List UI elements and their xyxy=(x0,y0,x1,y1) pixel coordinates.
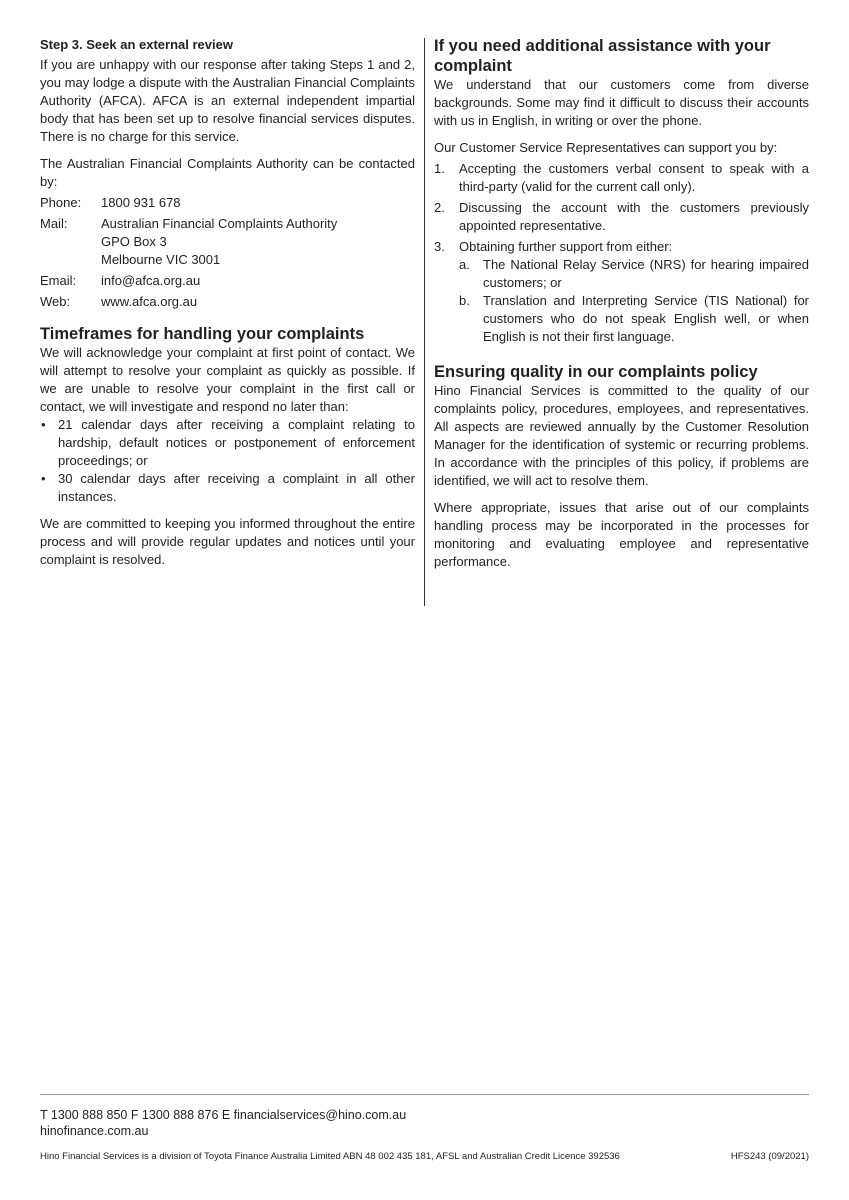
list-item: • 21 calendar days after receiving a complaint relating to hardship, default notices or postponement of enforcement proceedings; or xyxy=(40,416,415,470)
mail-label: Mail: xyxy=(40,216,68,231)
list-item-text: Discussing the account with the customers previously appointed representative. xyxy=(459,200,809,233)
mail-line-3: Melbourne VIC 3001 xyxy=(101,252,221,267)
list-item xyxy=(459,292,809,346)
list-marker: 2. xyxy=(434,200,445,215)
list-item-text: Accepting the customers verbal consent to speak with a third-party (valid for the current call only). xyxy=(459,161,809,194)
document-code: HFS243 (09/2021) xyxy=(730,1151,809,1162)
list-item xyxy=(459,256,809,292)
informed-text: We are committed to keeping you informed throughout the entire process and will provide regular updates and notices until your complaint is resolved. xyxy=(40,516,415,567)
mail-line-2: GPO Box 3 xyxy=(101,234,167,249)
assistance-text: We understand that our customers come from diverse backgrounds. Some may find it difficult to discuss their accounts with us in English, in writing or over the phone. xyxy=(434,77,809,128)
list-item-text: Obtaining further support from either: xyxy=(459,239,673,254)
mail-line-1: Australian Financial Complaints Authority xyxy=(101,216,338,231)
support-list xyxy=(434,160,809,346)
afca-contact-intro: The Australian Financial Complaints Authority can be contacted by: xyxy=(40,156,415,189)
web-label: Web: xyxy=(40,294,71,309)
quality-text: Hino Financial Services is committed to the quality of our complaints policy, procedures, employees, and representatives. All aspects are reviewed annually by the Customer Resolution Manager for the identification of systemic or recurring problems. In accordance with the principles of this policy, if problems are identified, we will act to resolve them. xyxy=(434,383,809,488)
list-marker: b. xyxy=(459,293,470,308)
step3-text: If you are unhappy with our response after taking Steps 1 and 2, you may lodge a dispute with the Australian Financial Complaints Authority (AFCA). AFCA is an external independent impartial body that has been set up to resolve financial services disputes. There is no charge for this service. xyxy=(40,57,415,144)
list-item xyxy=(434,238,809,346)
support-sublist xyxy=(459,256,809,346)
footer-website[interactable]: hinofinance.com.au xyxy=(40,1124,149,1138)
list-item-text: The National Relay Service (NRS) for hearing impaired customers; or xyxy=(483,257,809,290)
column-divider xyxy=(424,38,425,606)
step3-heading: Step 3. Seek an external review xyxy=(40,37,233,52)
footer xyxy=(40,1094,809,1139)
left-column xyxy=(40,36,415,569)
email-label: Email: xyxy=(40,273,77,288)
right-column xyxy=(434,36,809,571)
timeframes-heading: Timeframes for handling your complaints xyxy=(40,325,365,343)
mail-address xyxy=(101,215,415,269)
list-item: • 30 calendar days after receiving a complaint in all other instances. xyxy=(40,470,415,506)
assistance-heading: If you need additional assistance with your complaint xyxy=(434,37,771,75)
timeframes-list xyxy=(40,416,415,506)
list-marker: a. xyxy=(459,257,470,272)
timeframes-text: We will acknowledge your complaint at first point of contact. We will attempt to resolve your complaint as quickly as possible. If we are unable to resolve your complaint in the first call or contact, we will investigate and respond no later than: xyxy=(40,345,415,414)
appropriate-text: Where appropriate, issues that arise out of our complaints handling process may be incorporated in the processes for monitoring and evaluating employee and representative performance. xyxy=(434,500,809,569)
list-item xyxy=(434,199,809,235)
phone-label: Phone: xyxy=(40,195,82,210)
list-marker: 1. xyxy=(434,161,445,176)
email-value[interactable]: info@afca.org.au xyxy=(101,273,201,288)
footer-legal: Hino Financial Services is a division of Toyota Finance Australia Limited ABN 48 002 435 181, AFSL and Australian Credit Licence 392536 xyxy=(40,1151,620,1162)
footer-contact-line: T 1300 888 850 F 1300 888 876 E financialservices@hino.com.au xyxy=(40,1108,407,1122)
list-item-text: Translation and Interpreting Service (TIS National) for customers who do not speak English well, or when English is not their first language. xyxy=(483,293,809,344)
csr-intro: Our Customer Service Representatives can support you by: xyxy=(434,140,778,155)
web-value[interactable]: www.afca.org.au xyxy=(101,294,198,309)
list-item xyxy=(434,160,809,196)
list-marker: 3. xyxy=(434,239,445,254)
afca-contact-details xyxy=(40,194,415,311)
quality-heading: Ensuring quality in our complaints policy xyxy=(434,363,758,381)
phone-value: 1800 931 678 xyxy=(101,195,181,210)
